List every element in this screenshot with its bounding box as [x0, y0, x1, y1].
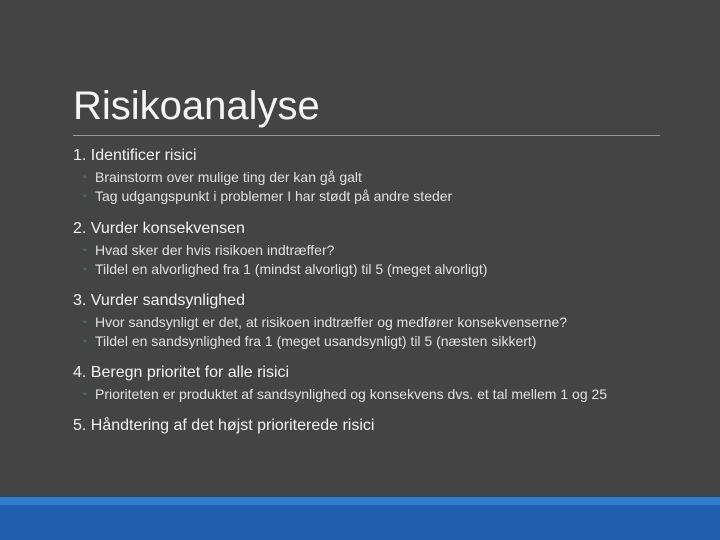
circle-bullet-icon: ◦ [83, 172, 87, 183]
list-item-5 [73, 416, 663, 436]
circle-bullet-icon: ◦ [83, 191, 87, 202]
footer-bar [0, 505, 720, 540]
list-item-2 [73, 219, 663, 277]
sub-list [73, 243, 663, 277]
sub-item: ◦ Brainstorm over mulige ting der kan gå galt [83, 169, 362, 185]
circle-bullet-icon: ◦ [83, 389, 87, 400]
sub-item: ◦ Tag udgangspunkt i problemer I har stødt på andre steder [83, 188, 453, 204]
item-heading: 3. Vurder sandsynlighed [73, 292, 245, 309]
item-heading: 2. Vurder konsekvensen [73, 220, 245, 237]
sub-list [73, 170, 663, 204]
circle-bullet-icon: ◦ [83, 245, 87, 256]
sub-item: ◦ Tildel en alvorlighed fra 1 (mindst alvorligt) til 5 (meget alvorligt) [83, 261, 488, 277]
sub-item: ◦ Tildel en sandsynlighed fra 1 (meget usandsynligt) til 5 (næsten sikkert) [83, 333, 537, 349]
circle-bullet-icon: ◦ [83, 317, 87, 328]
slide-content [73, 146, 663, 436]
item-heading: 4. Beregn prioritet for alle risici [73, 364, 290, 381]
sub-list [73, 387, 663, 402]
slide-title: Risikoanalyse [73, 84, 320, 128]
circle-bullet-icon: ◦ [83, 336, 87, 347]
sub-item: ◦ Prioriteten er produktet af sandsynlighed og konsekvens dvs. et tal mellem 1 og 25 [83, 386, 608, 402]
item-heading: 1. Identificer risici [73, 147, 197, 164]
item-heading: 5. Håndtering af det højst prioriterede risici [73, 417, 375, 434]
list-item-1 [73, 146, 663, 204]
sub-item: ◦ Hvor sandsynligt er det, at risikoen indtræffer og medfører konsekvenserne? [83, 314, 568, 330]
list-item-4 [73, 363, 663, 402]
sub-list [73, 315, 663, 349]
footer-accent-bar [0, 497, 720, 505]
title-divider [73, 135, 660, 136]
list-item-3 [73, 291, 663, 349]
sub-item: ◦ Hvad sker der hvis risikoen indtræffer? [83, 242, 335, 258]
circle-bullet-icon: ◦ [83, 264, 87, 275]
